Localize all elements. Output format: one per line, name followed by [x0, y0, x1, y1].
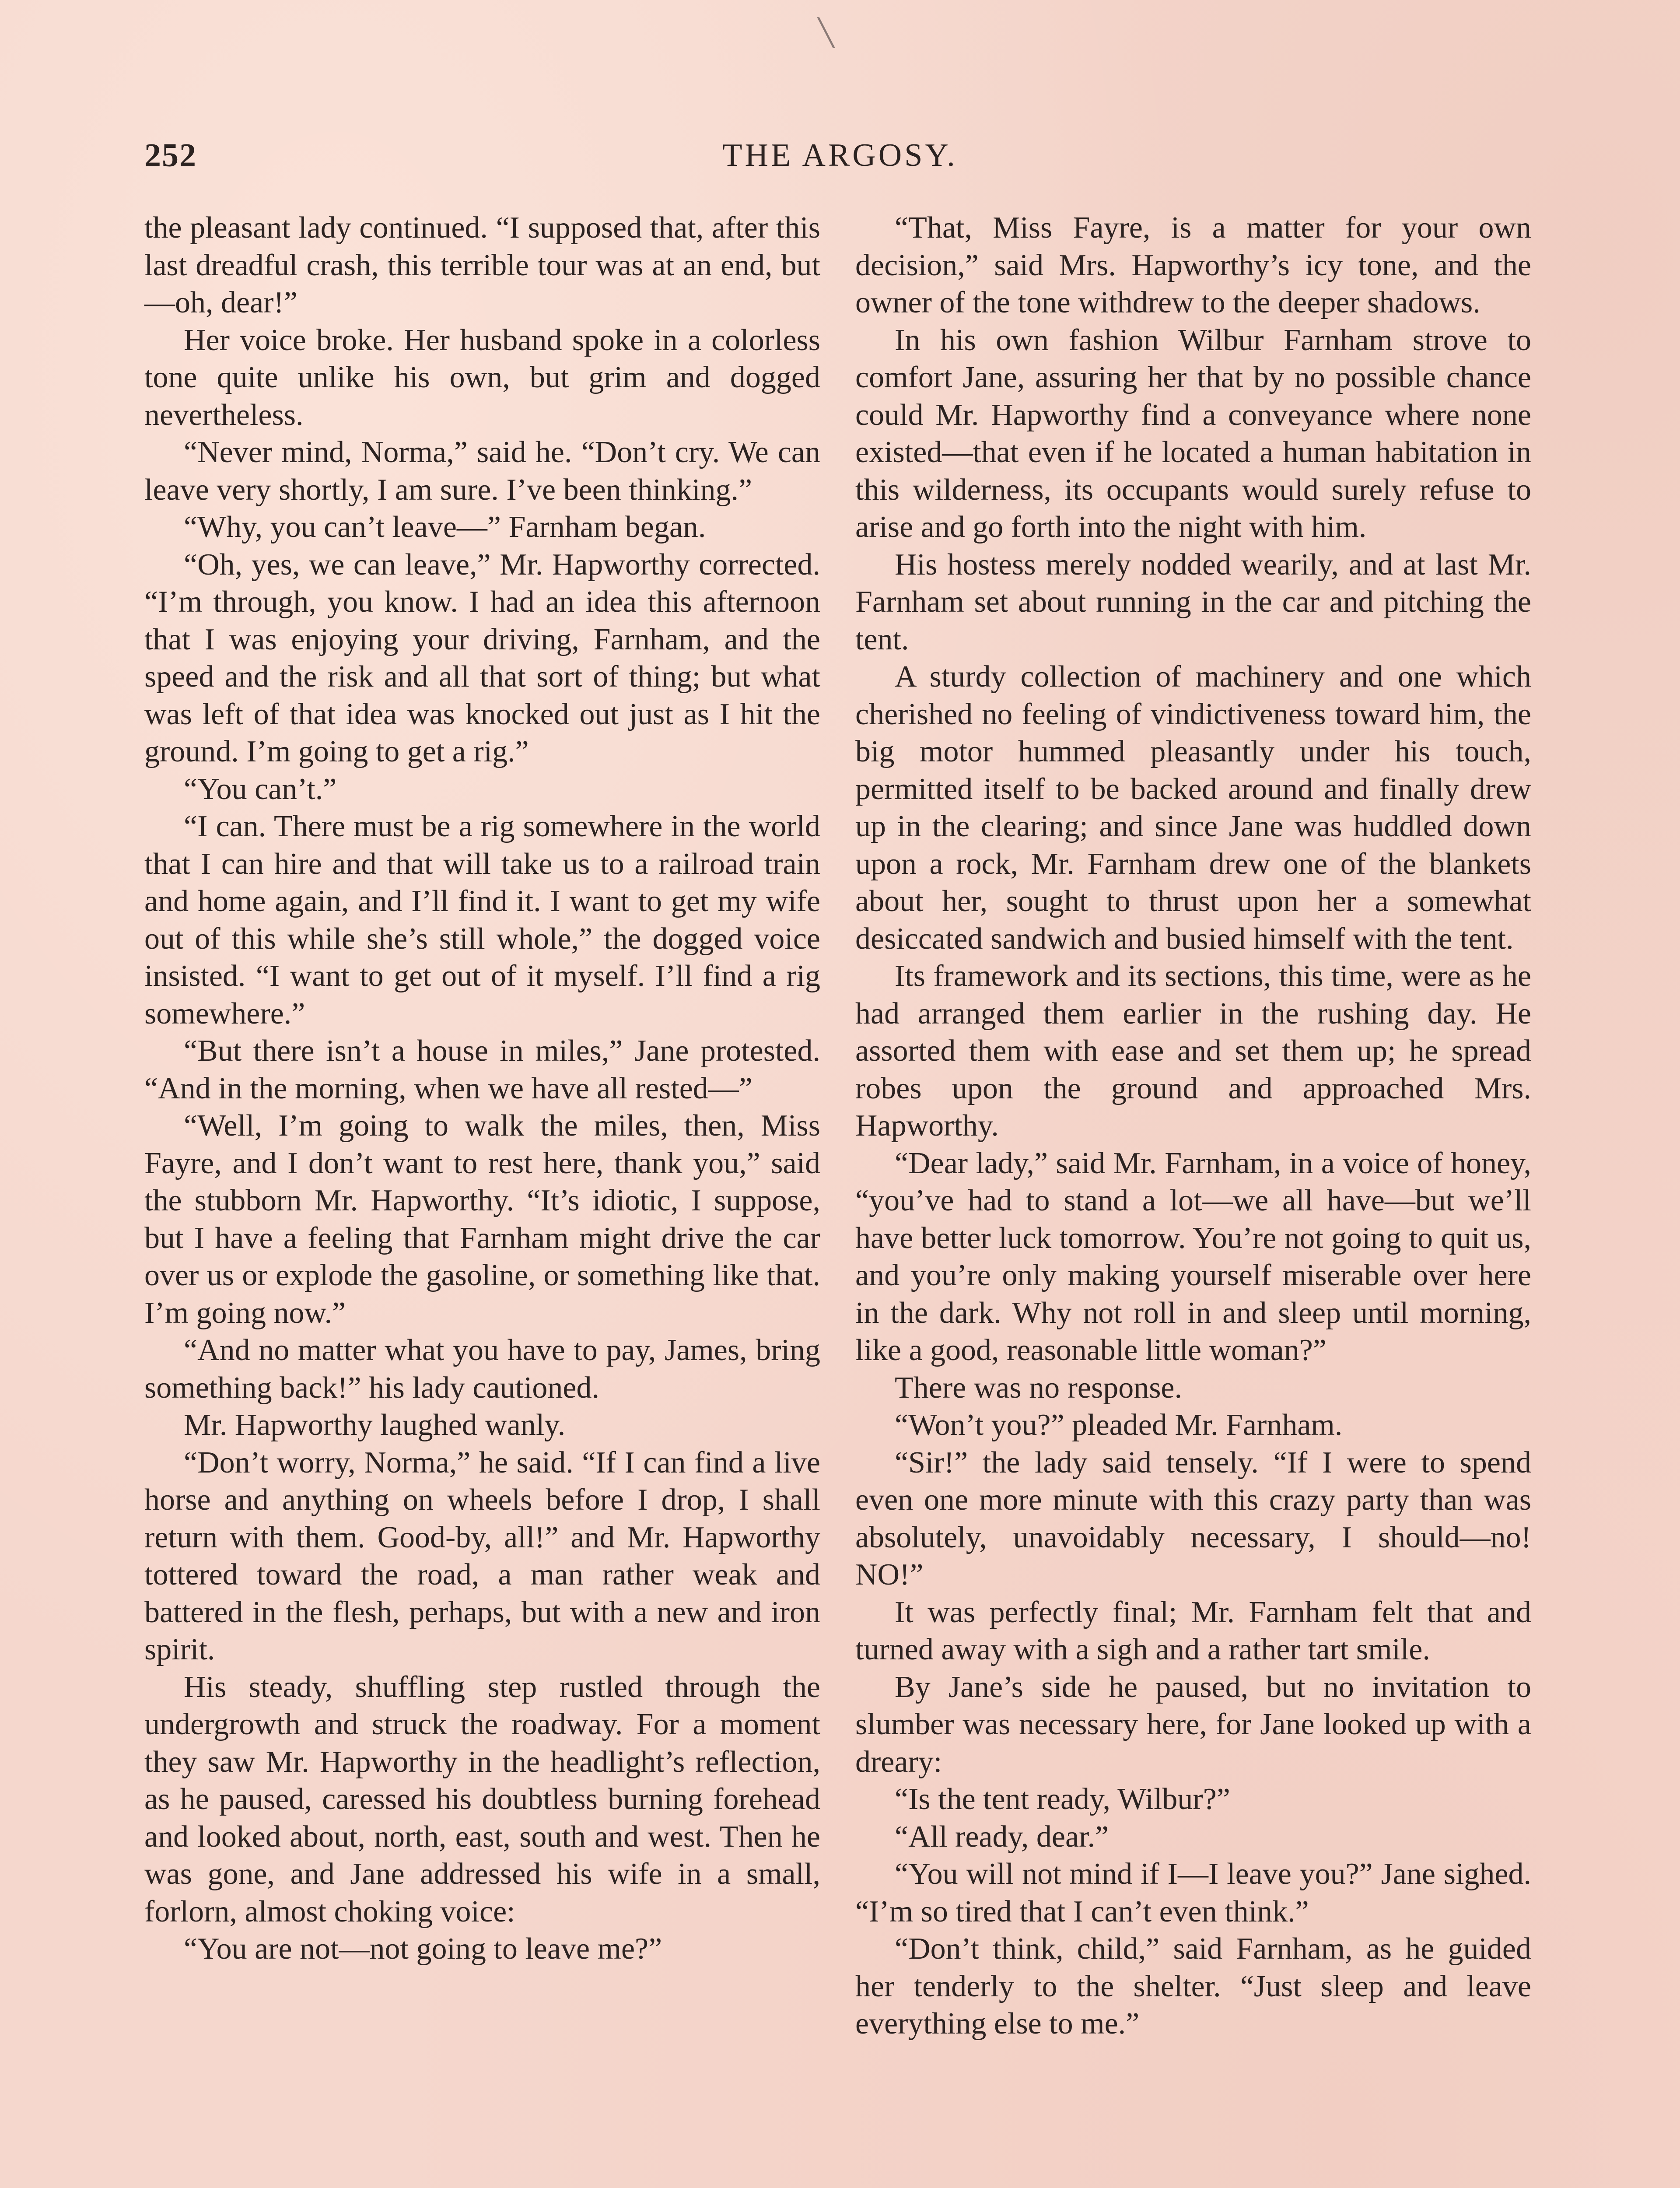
paragraph: “But there isn’t a house in miles,” Jane protested. “And in the morning, when we have all rested—”: [144, 1034, 820, 1105]
paragraph: “You can’t.”: [184, 772, 337, 806]
running-title: THE ARGOSY.: [722, 137, 958, 173]
page-header: [144, 131, 1536, 179]
paragraph: “All ready, dear.”: [895, 1820, 1109, 1854]
paragraph: By Jane’s side he paused, but no invitation to slumber was necessary here, for Jane looked up with a dreary:: [855, 1670, 1531, 1779]
paragraph: “Sir!” the lady said tensely. “If I were to spend even one more minute with this crazy party than was absolutely, unavoidably necessary, I should—no! NO!”: [855, 1445, 1531, 1592]
paragraph: “Oh, yes, we can leave,” Mr. Hapworthy corrected. “I’m through, you know. I had an idea this afternoon that I was enjoying your driving, Farnham, and the speed and the risk and all that sort of thing; but what was left of that idea was knocked out just as I hit the ground. I’m going to get a rig.”: [144, 547, 820, 768]
paragraph: Her voice broke. Her husband spoke in a colorless tone quite unlike his own, but grim and dogged nevertheless.: [144, 323, 820, 432]
left-column: [144, 209, 820, 1968]
paper-speck: ╲: [818, 18, 834, 47]
paragraph: His steady, shuffling step rustled through the undergrowth and struck the roadway. For a moment they saw Mr. Hapworthy in the headlight’s reflection, as he paused, caressed his doubtless burning forehead and looked about, north, east, south and west. Then he was gone, and Jane addressed his wife in a small, forlorn, almost choking voice:: [144, 1670, 820, 1929]
paragraph: His hostess merely nodded wearily, and at last Mr. Farnham set about running in the car and pitching the tent.: [855, 547, 1531, 656]
paragraph: Mr. Hapworthy laughed wanly.: [184, 1408, 566, 1442]
paragraph: “That, Miss Fayre, is a matter for your own decision,” said Mrs. Hapworthy’s icy tone, and the owner of the tone withdrew to the deeper shadows.: [855, 211, 1531, 319]
paragraph: There was no response.: [895, 1371, 1183, 1405]
right-column: [855, 209, 1531, 2043]
paragraph: “Why, you can’t leave—” Farnham began.: [184, 510, 706, 544]
paragraph: “Never mind, Norma,” said he. “Don’t cry. We can leave very shortly, I am sure. I’ve been thinking.”: [144, 435, 820, 507]
paragraph: “Dear lady,” said Mr. Farnham, in a voice of honey, “you’ve had to stand a lot—we all have—but we’ll have better luck tomorrow. You’re not going to quit us, and you’re only making yourself miserable over here in the dark. Why not roll in and sleep until morning, like a good, reasonable little woman?”: [855, 1146, 1531, 1367]
page-number: 252: [144, 137, 197, 174]
paragraph: “I can. There must be a rig somewhere in the world that I can hire and that will take us to a railroad train and home again, and I’ll find it. I want to get my wife out of this while she’s still whole,” the dogged voice insisted. “I want to get out of it myself. I’ll find a rig somewhere.”: [144, 810, 820, 1031]
paragraph: “You are not—not going to leave me?”: [184, 1932, 662, 1966]
paragraph: A sturdy collection of machinery and one which cherished no feeling of vindictiveness toward him, the big motor hummed pleasantly under his touch, permitted itself to be backed around and finally drew up in the clearing; and since Jane was huddled down upon a rock, Mr. Farnham drew one of the blankets about her, sought to thrust upon her a somewhat desiccated sandwich and busied himself with the tent.: [855, 660, 1531, 956]
paragraph: It was perfectly final; Mr. Farnham felt that and turned away with a sigh and a rather tart smile.: [855, 1595, 1531, 1666]
paragraph: “Don’t think, child,” said Farnham, as he guided her tenderly to the shelter. “Just sleep and leave everything else to me.”: [855, 1932, 1531, 2041]
paragraph: “Is the tent ready, Wilbur?”: [895, 1782, 1230, 1816]
paragraph: “Don’t worry, Norma,” he said. “If I can find a live horse and anything on wheels before I drop, I shall return with them. Good-by, all!” and Mr. Hapworthy tottered toward the road, a man rather weak and battered in the flesh, perhaps, but with a new and iron spirit.: [144, 1445, 820, 1666]
paragraph: “Won’t you?” pleaded Mr. Farnham.: [895, 1408, 1343, 1442]
paragraph: “Well, I’m going to walk the miles, then, Miss Fayre, and I don’t want to rest here, thank you,” said the stubborn Mr. Hapworthy. “It’s idiotic, I suppose, but I have a feeling that Farnham might drive the car over us or explode the gasoline, or something like that. I’m going now.”: [144, 1109, 820, 1330]
paragraph: “And no matter what you have to pay, James, bring something back!” his lady cautioned.: [144, 1333, 820, 1405]
paragraph: the pleasant lady continued. “I supposed that, after this last dreadful crash, this terrible tour was at an end, but—oh, dear!”: [144, 211, 820, 319]
paragraph: Its framework and its sections, this time, were as he had arranged them earlier in the rushing day. He assorted them with ease and set them up; he spread robes upon the ground and approached Mrs. Hapworthy.: [855, 959, 1531, 1143]
paragraph: In his own fashion Wilbur Farnham strove to comfort Jane, assuring her that by no possible chance could Mr. Hapworthy find a conveyance where none existed—that even if he located a human habitation in this wilderness, its occupants would surely refuse to arise and go forth into the night with him.: [855, 323, 1531, 544]
paragraph: “You will not mind if I—I leave you?” Jane sighed. “I’m so tired that I can’t even think.”: [855, 1857, 1531, 1929]
